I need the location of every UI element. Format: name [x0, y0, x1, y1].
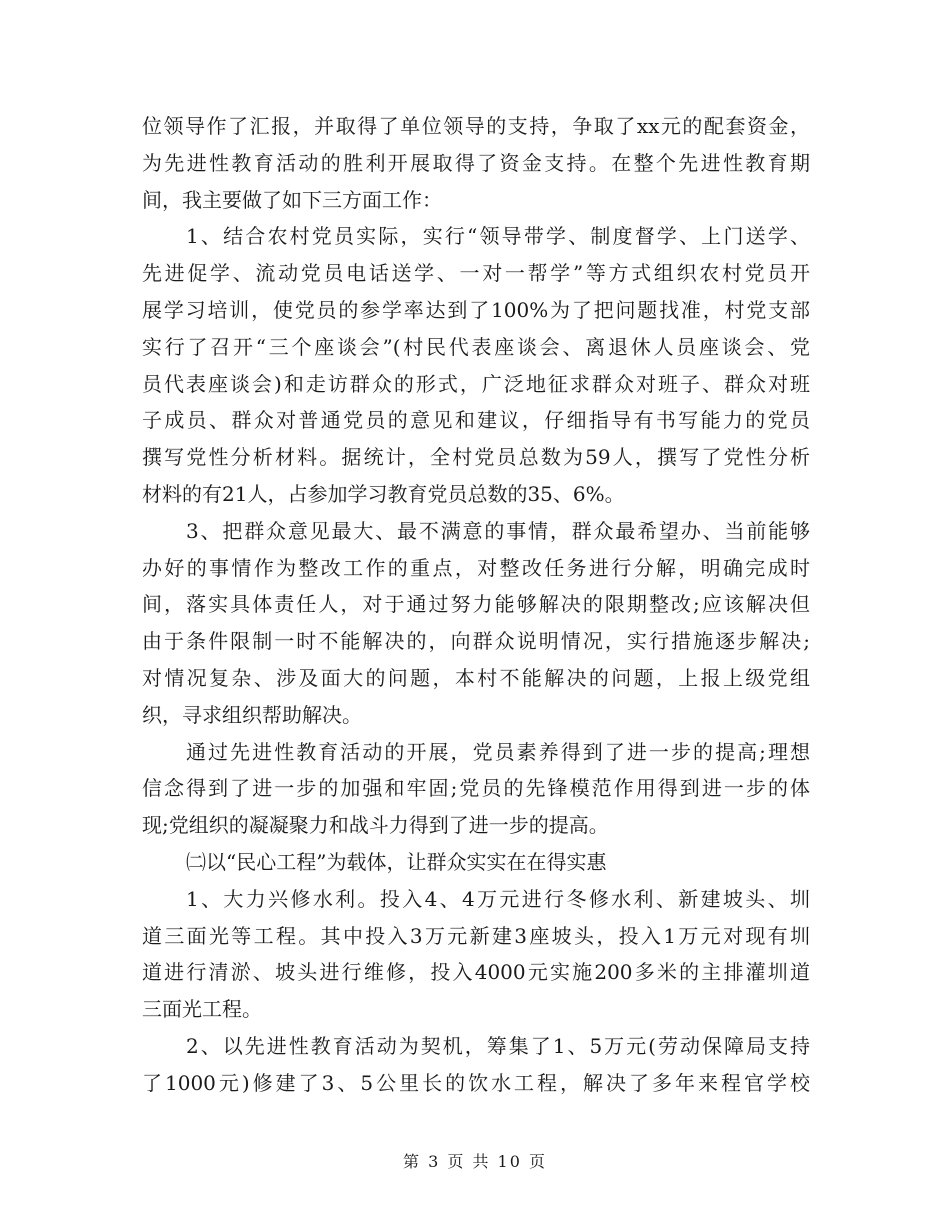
text-line: 撰写党性分析材料。据统计，全村党员总数为59人，撰写了党性分析: [142, 445, 810, 470]
text-line: 信念得到了进一步的加强和牢固;党员的先锋模范作用得到进一步的体: [142, 776, 810, 801]
text-line: 实行了召开“三个座谈会”(村民代表座谈会、离退休人员座谈会、党: [142, 334, 810, 359]
text-line: 展学习培训，使党员的参学率达到了100%为了把问题找准，村党支部: [142, 297, 810, 322]
page-footer: 第 3 页 共 10 页: [403, 1152, 547, 1171]
text-line: 间，落实具体责任人，对于通过努力能够解决的限期整改;应该解决但: [142, 592, 810, 617]
document-body: [142, 108, 810, 1102]
text-line: 2、以先进性教育活动为契机，筹集了1、5万元(劳动保障局支持: [186, 1033, 810, 1058]
text-line: 员代表座谈会)和走访群众的形式，广泛地征求群众对班子、群众对班: [142, 371, 810, 396]
text-line: 3、把群众意见最大、最不满意的事情，群众最希望办、当前能够: [186, 518, 810, 543]
text-line: 织，寻求组织帮助解决。: [142, 702, 362, 727]
text-line: 由于条件限制一时不能解决的，向群众说明情况，实行措施逐步解决;: [142, 629, 810, 654]
text-line: 了1000元)修建了3、5公里长的饮水工程，解决了多年来程官学校: [142, 1070, 810, 1095]
text-line: 道三面光等工程。其中投入3万元新建3座坡头，投入1万元对现有圳: [142, 923, 810, 948]
text-line: 先进促学、流动党员电话送学、一对一帮学”等方式组织农村党员开: [142, 261, 810, 286]
text-line: 子成员、群众对普通党员的意见和建议，仔细指导有书写能力的党员: [142, 408, 810, 433]
text-line: 办好的事情作为整改工作的重点，对整改任务进行分解，明确完成时: [142, 555, 810, 580]
text-line: 道进行清淤、坡头进行维修，投入4000元实施200多米的主排灌圳道: [142, 960, 810, 985]
text-line: 位领导作了汇报，并取得了单位领导的支持，争取了xx元的配套资金，: [142, 114, 810, 138]
text-line: 通过先进性教育活动的开展，党员素养得到了进一步的提高;理想: [186, 739, 810, 764]
text-line: 对情况复杂、涉及面大的问题，本村不能解决的问题，上报上级党组: [142, 665, 810, 690]
text-line: 1、结合农村党员实际，实行“领导带学、制度督学、上门送学、: [186, 224, 810, 249]
text-line: 现;党组织的凝凝聚力和战斗力得到了进一步的提高。: [142, 813, 609, 838]
text-line: 材料的有21人，占参加学习教育党员总数的35、6%。: [142, 481, 625, 506]
text-line: 间，我主要做了如下三方面工作：: [142, 187, 442, 212]
text-line: 为先进性教育活动的胜利开展取得了资金支持。在整个先进性教育期: [142, 150, 810, 175]
text-line: 1、大力兴修水利。投入4、4万元进行冬修水利、新建坡头、圳: [186, 886, 810, 911]
text-line: ㈡以“民心工程”为载体，让群众实实在在得实惠: [186, 849, 607, 874]
text-line: 三面光工程。: [142, 997, 262, 1022]
